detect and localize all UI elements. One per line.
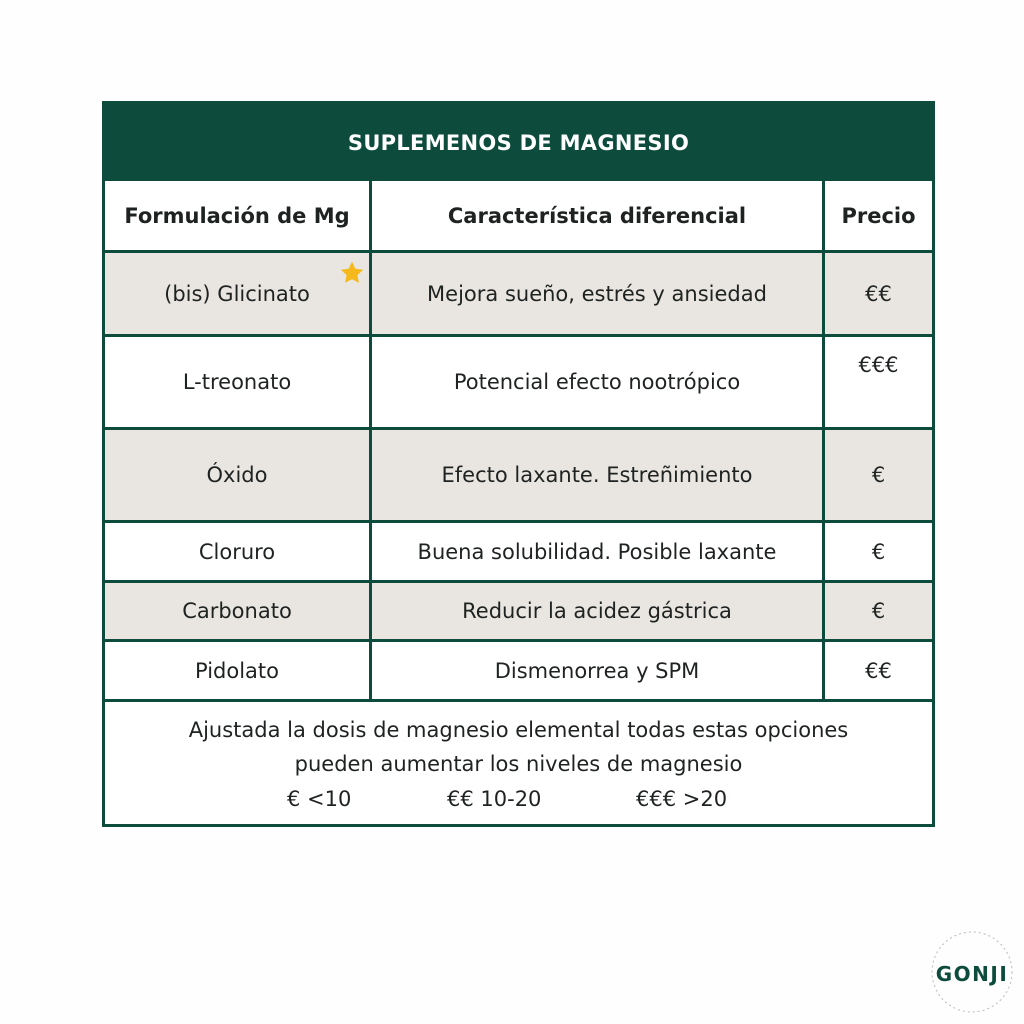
table-row-2-precio: € [825, 430, 932, 520]
table-row-4-caracteristica: Reducir la acidez gástrica [372, 583, 822, 639]
header-formulacion: Formulación de Mg [105, 181, 369, 250]
table-row-1-precio: €€€ [825, 337, 932, 427]
row-divider [105, 520, 932, 523]
table-title: SUPLEMENOS DE MAGNESIO [105, 104, 932, 181]
footer-note [105, 702, 932, 824]
star-icon [339, 260, 365, 286]
table-row-4-formulacion: Carbonato [105, 583, 369, 639]
table-row-3-caracteristica: Buena solubilidad. Posible laxante [372, 523, 822, 580]
table-row-5-precio: €€ [825, 642, 932, 699]
formulacion-text: (bis) Glicinato [164, 281, 310, 306]
note-line-1: Ajustada la dosis de magnesio elemental todas estas opciones [188, 718, 849, 742]
column-divider [822, 181, 825, 702]
table-row-3-formulacion: Cloruro [105, 523, 369, 580]
table-row-2-formulacion: Óxido [105, 430, 369, 520]
row-divider [105, 250, 932, 253]
row-divider [105, 427, 932, 430]
table-row-1-formulacion: L-treonato [105, 337, 369, 427]
row-divider [105, 639, 932, 642]
table-row-5-caracteristica: Dismenorrea y SPM [372, 642, 822, 699]
price-legend-mid: €€ 10-20 [447, 787, 542, 811]
table-row-0-formulacion [105, 253, 369, 334]
brand-name: GONJI [935, 962, 1009, 986]
table-row-0-precio: €€ [825, 253, 932, 334]
table-row-1-caracteristica: Potencial efecto nootrópico [372, 337, 822, 427]
column-divider [369, 181, 372, 702]
note-line-2: pueden aumentar los niveles de magnesio [294, 752, 743, 776]
table-row-0-caracteristica: Mejora sueño, estrés y ansiedad [372, 253, 822, 334]
row-divider [105, 580, 932, 583]
brand-logo [926, 926, 1018, 1018]
table-row-5-formulacion: Pidolato [105, 642, 369, 699]
table-row-3-precio: € [825, 523, 932, 580]
magnesium-supplements-table [102, 101, 935, 827]
header-precio: Precio [825, 181, 932, 250]
header-caracteristica: Característica diferencial [372, 181, 822, 250]
row-divider [105, 334, 932, 337]
price-legend-high: €€€ >20 [636, 787, 728, 811]
price-legend-low: € <10 [287, 787, 352, 811]
table-row-2-caracteristica: Efecto laxante. Estreñimiento [372, 430, 822, 520]
table-row-4-precio: € [825, 583, 932, 639]
